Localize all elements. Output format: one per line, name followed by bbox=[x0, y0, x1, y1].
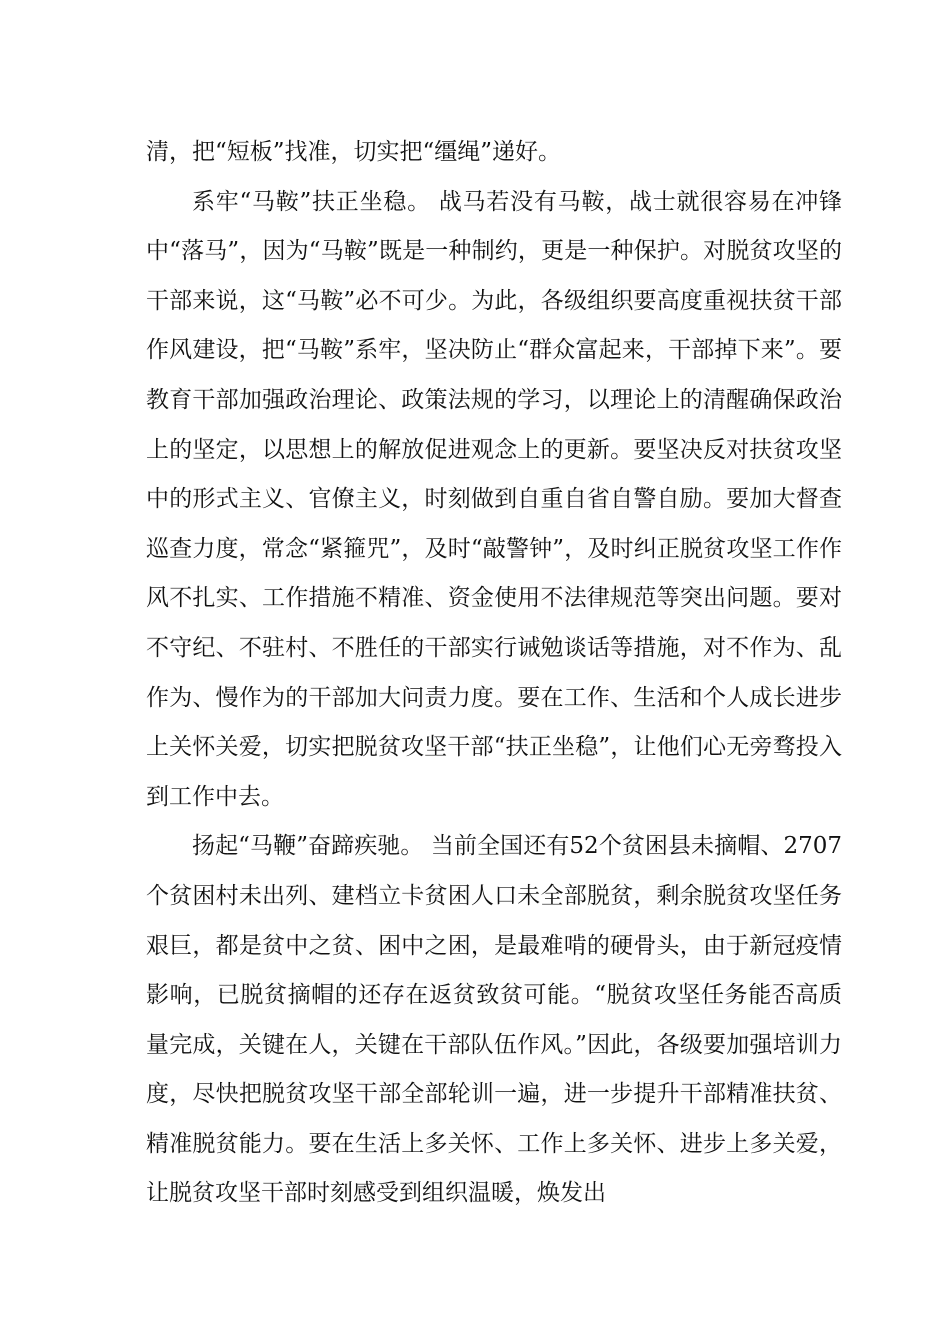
paragraph-whip: 扬起“马鞭”奋蹄疾驰。 当前全国还有52个贫困县未摘帽、2707个贫困村未出列、建档立卡贫困人口未全部脱贫，剩余脱贫攻坚任务艰巨，都是贫中之贫、困中之困，是最难啃的硬骨头，由于新冠疫情影响，已脱贫摘帽的还存在返贫致贫可能。“脱贫攻坚任务能否高质量完成，关键在人，关键在干部队伍作风。”因此，各级要加强培训力度，尽快把脱贫攻坚干部全部轮训一遍，进一步提升干部精准扶贫、精准脱贫能力。要在生活上多关怀、工作上多关怀、进步上多关爱，让脱贫攻坚干部时刻感受到组织温暖，焕发出 bbox=[146, 833, 842, 1207]
document-body bbox=[146, 128, 842, 1219]
paragraph-continuation: 清，把“短板”找准，切实把“缰绳”递好。 bbox=[146, 139, 562, 165]
paragraph-saddle: 系牢“马鞍”扶正坐稳。 战马若没有马鞍，战士就很容易在冲锋中“落马”，因为“马鞍”既是一种制约，更是一种保护。对脱贫攻坚的干部来说，这“马鞍”必不可少。为此，各级组织要高度重视扶贫干部作风建设，把“马鞍”系牢，坚决防止“群众富起来，干部掉下来”。要教育干部加强政治理论、政策法规的学习，以理论上的清醒确保政治上的坚定，以思想上的解放促进观念上的更新。要坚决反对扶贫攻坚中的形式主义、官僚主义，时刻做到自重自省自警自励。要加大督查巡查力度，常念“紧箍咒”，及时“敲警钟”，及时纠正脱贫攻坚工作作风不扎实、工作措施不精准、资金使用不法律规范等突出问题。要对不守纪、不驻村、不胜任的干部实行诫勉谈话等措施，对不作为、乱作为、慢作为的干部加大问责力度。要在工作、生活和个人成长进步上关怀关爱，切实把脱贫攻坚干部“扶正坐稳”，让他们心无旁骛投入到工作中去。 bbox=[146, 188, 842, 810]
